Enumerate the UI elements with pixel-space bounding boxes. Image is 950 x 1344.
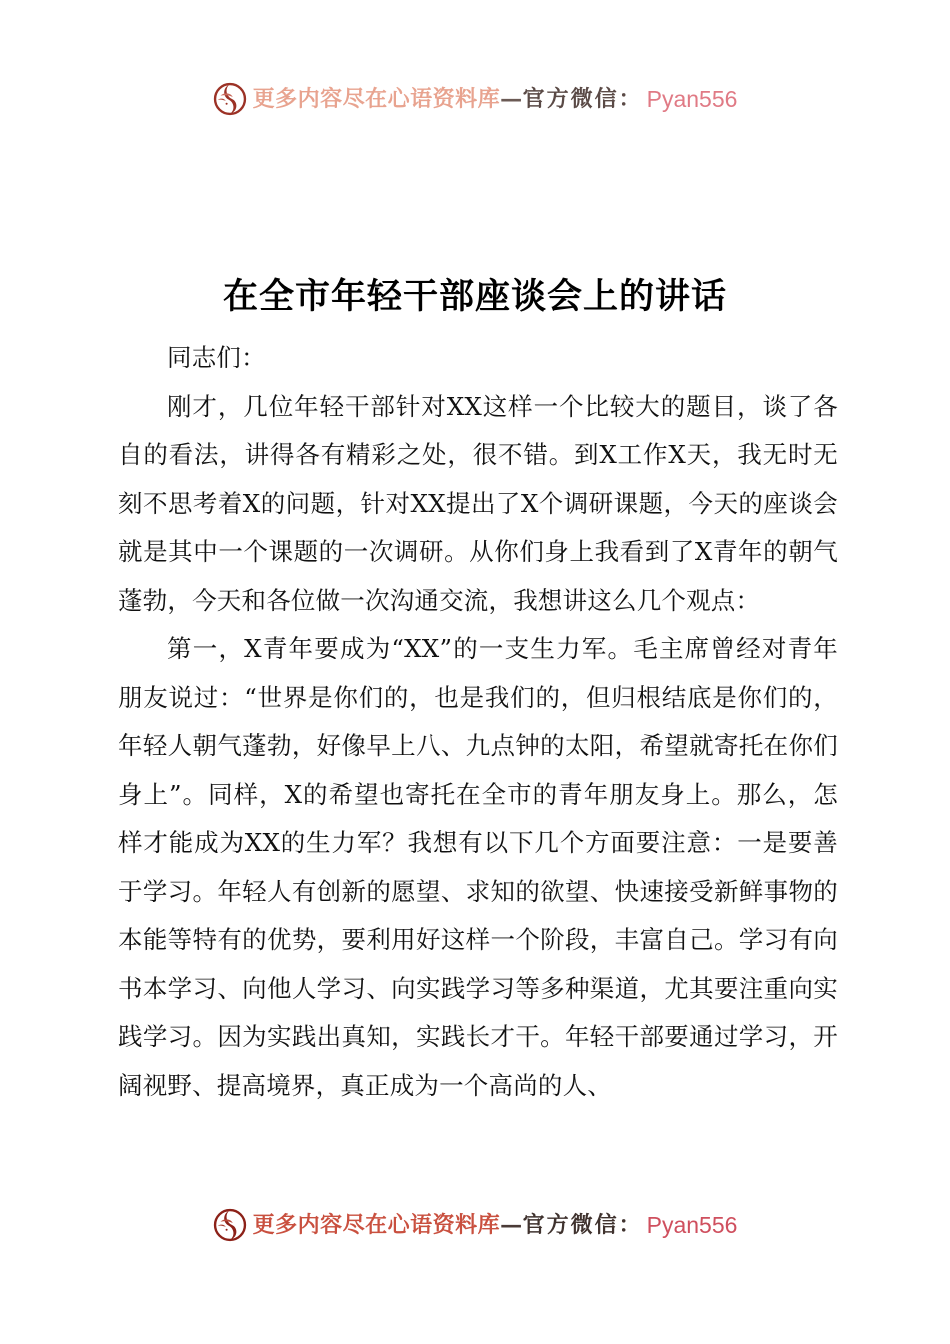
footer-watermark [0, 1208, 950, 1242]
paragraph-salutation: 同志们： [167, 343, 266, 372]
watermark-wechat-label: 官方微信： [522, 86, 643, 112]
fish-circle-logo-icon [213, 1208, 247, 1242]
header-watermark [0, 82, 950, 116]
watermark-wechat-id: Pyan556 [646, 85, 738, 112]
watermark-dash: — [500, 1212, 523, 1238]
page-title: 在全市年轻干部座谈会上的讲话 [222, 276, 727, 318]
paragraph-point-one: 第一，X青年要成为“XX”的一支生力军。毛主席曾经对青年朋友说过：“世界是你们的，也是我们的，但归根结底是你们的，年轻人朝气蓬勃，好像早上八、九点钟的太阳，希望就寄托在你们身上”。同样，X的希望也寄托在全市的青年朋友身上。那么，怎样才能成为XX的生力军？我想有以下几个方面要注意：一是要善于学习。年轻人有创新的愿望、求知的欲望、快速接受新鲜事物的本能等特有的优势，要利用好这样一个阶段，丰富自己。学习有向书本学习、向他人学习、向实践学习等多种渠道，尤其要注重向实践学习。因为实践出真知，实践长才干。年轻干部要通过学习，开阔视野、提高境界，真正成为一个高尚的人、 [118, 634, 838, 1100]
watermark-dash: — [500, 86, 523, 112]
watermark-library-text: 更多内容尽在心语资料库 [252, 1212, 501, 1238]
watermark-wechat-id: Pyan556 [646, 1211, 738, 1238]
watermark-wechat-label: 官方微信： [522, 1212, 643, 1238]
document-body [118, 334, 838, 1110]
paragraph-intro: 刚才，几位年轻干部针对XX这样一个比较大的题目，谈了各自的看法，讲得各有精彩之处，很不错。到X工作X天，我无时无刻不思考着X的问题，针对XX提出了X个调研课题，今天的座谈会就是其中一个课题的一次调研。从你们身上我看到了X青年的朝气蓬勃，今天和各位做一次沟通交流，我想讲这么几个观点： [118, 391, 838, 615]
fish-circle-logo-icon [213, 82, 247, 116]
watermark-library-text: 更多内容尽在心语资料库 [252, 86, 501, 112]
